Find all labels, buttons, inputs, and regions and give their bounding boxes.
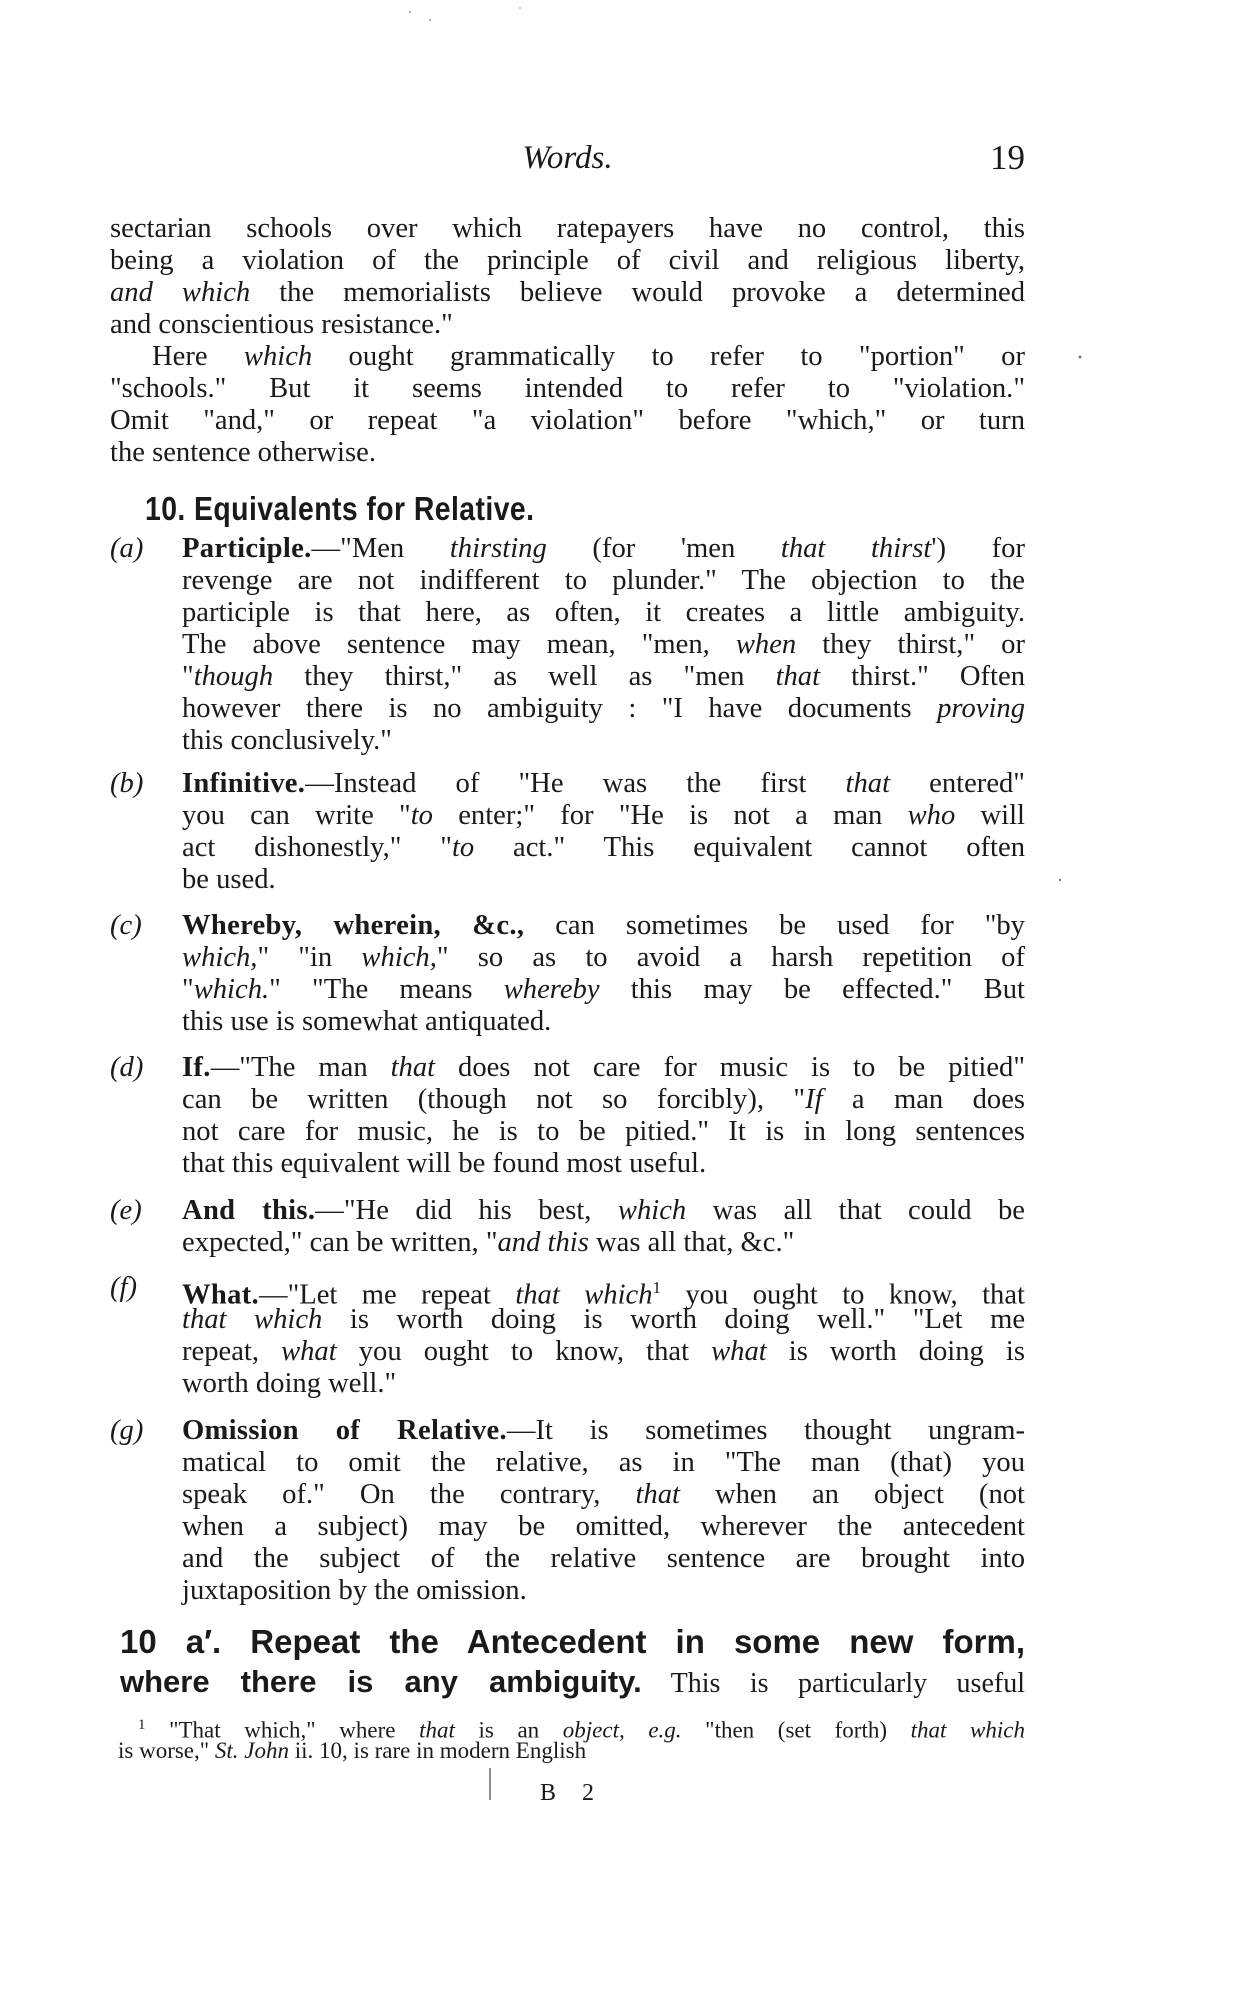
text-line [182, 832, 1025, 864]
text-span: —"He did his best, [315, 1195, 618, 1226]
text-line [182, 1052, 1025, 1084]
section-heading-cont: where there is any ambiguity. [120, 1664, 642, 1699]
text-span: you ought to know, that [661, 1279, 1025, 1311]
item-marker: (g) [110, 1415, 144, 1446]
text-line: this use is somewhat antiquated. [182, 1006, 552, 1037]
item-marker: (a) [110, 533, 144, 564]
text-line [182, 800, 1025, 832]
item-body [182, 533, 1025, 757]
page-number: 19 [990, 138, 1025, 177]
footnote-marker: 1 [138, 1717, 146, 1733]
text-span: can be written (though not so forcibly), " [182, 1084, 806, 1115]
item-label: If. [182, 1052, 211, 1083]
text-span: is worse," [118, 1738, 215, 1763]
italic-span: object, e.g. [562, 1717, 682, 1743]
text-span: was all that could be [686, 1195, 1025, 1226]
text-span: "then (set forth) [681, 1717, 911, 1743]
italic-span: and which [110, 277, 251, 308]
italic-span: that which [910, 1717, 1025, 1743]
text-line [182, 942, 1025, 974]
item-marker: (f) [110, 1272, 137, 1303]
item-body [182, 910, 1025, 1038]
text-span: expected," can be written, " [182, 1227, 498, 1258]
text-line: sectarian schools over which ratepayers have no control, this [110, 213, 1025, 244]
text-line: be used. [182, 864, 276, 895]
text-span: they thirst," or [796, 629, 1025, 660]
text-line: and the subject of the relative sentence are brought into [182, 1543, 1025, 1574]
text-line [182, 768, 1025, 800]
text-line: this conclusively." [182, 725, 392, 756]
italic-span: that [390, 1052, 436, 1083]
item-label: Whereby, wherein, &c., [182, 910, 525, 941]
item-label: And this. [182, 1195, 316, 1226]
italic-span: which, [182, 942, 258, 973]
text-span: is worth doing is [766, 1336, 1025, 1367]
text-span: —"Let me repeat [258, 1279, 516, 1311]
text-line [182, 661, 1025, 693]
commentary-paragraph [110, 341, 1025, 469]
item-body [182, 768, 1025, 896]
text-span: " so as to avoid a harsh repetition of [436, 942, 1025, 973]
text-span: will [955, 800, 1025, 831]
text-line: when a subject) may be omitted, wherever the antecedent [182, 1511, 1025, 1542]
italic-span: that [419, 1717, 455, 1743]
text-line: that this equivalent will be found most useful. [182, 1148, 707, 1179]
text-line: the sentence otherwise. [110, 437, 376, 468]
text-line [182, 1479, 1025, 1511]
text-line: being a violation of the principle of civil and religious liberty, [110, 245, 1025, 276]
text-span: ought grammatically to refer to "portion" or [312, 341, 1025, 372]
text-span: ii. 10, is rare in modern English [289, 1738, 587, 1763]
text-span: (for 'men [546, 533, 781, 564]
text-line [118, 1712, 1025, 1743]
item-body [182, 1052, 1025, 1180]
signature-mark: B 2 [540, 1780, 605, 1806]
text-span: Here [152, 341, 244, 372]
text-line: revenge are not indifferent to plunder." The objection to the [182, 565, 1025, 596]
text-span: enter;" for "He is not a man [432, 800, 908, 831]
section-10a [120, 1622, 1025, 1702]
italic-span: what [281, 1336, 337, 1367]
text-line [182, 1415, 1025, 1447]
running-head [110, 136, 1025, 186]
text-line [182, 1304, 1025, 1336]
text-span: " [182, 974, 194, 1005]
ink-speck [429, 19, 431, 21]
text-span: is an [454, 1717, 563, 1743]
italic-span: thirsting [449, 533, 547, 564]
text-line [110, 277, 1025, 309]
text-span: can sometimes be used for "by [524, 910, 1025, 941]
text-span: entered" [890, 768, 1025, 799]
item-body [182, 1415, 1025, 1607]
italic-span: that thirst [780, 533, 932, 564]
italic-span: that [635, 1479, 680, 1510]
text-span: however there is no ambiguity : "I have documents [182, 693, 938, 724]
text-span: this may be effected." But [599, 974, 1025, 1005]
text-line [182, 693, 1025, 725]
item-body [182, 1272, 1025, 1400]
text-span: —"The man [210, 1052, 391, 1083]
italic-span: that [775, 661, 821, 692]
italic-span: If [805, 1084, 823, 1115]
text-span: The above sentence may mean, "men, [182, 629, 736, 660]
running-head-title: Words. [522, 140, 613, 176]
text-line [182, 1084, 1025, 1116]
italic-span: whereby [503, 974, 600, 1005]
text-line: and conscientious resistance." [110, 309, 453, 340]
item-label: Infinitive. [182, 768, 306, 799]
text-line: juxtaposition by the omission. [182, 1575, 527, 1606]
text-span: speak of." On the contrary, [182, 1479, 636, 1510]
ink-speck [1079, 356, 1082, 359]
text-span: does not care for music is to be pitied" [435, 1052, 1025, 1083]
italic-span: that which [515, 1279, 653, 1311]
text-span: —Instead of "He was the first [305, 768, 846, 799]
italic-span: St. John [214, 1738, 290, 1763]
text-span: "That which," where [145, 1717, 420, 1743]
italic-span: and this [497, 1227, 589, 1258]
text-span: repeat, [182, 1336, 282, 1367]
footnote [118, 1712, 1025, 1764]
text-line: not care for music, he is to be pitied." It is in long sentences [182, 1116, 1025, 1147]
text-line [182, 1227, 1025, 1259]
item-marker: (b) [110, 768, 144, 799]
italic-span: which [617, 1195, 687, 1226]
text-span: " "in [257, 942, 362, 973]
ink-speck [519, 7, 521, 9]
ink-speck [409, 11, 411, 13]
italic-span: that [845, 768, 891, 799]
text-span: is worth doing is worth doing well." "Let me [322, 1304, 1026, 1335]
italic-span: which [243, 341, 313, 372]
item-body [182, 1195, 1025, 1259]
text-span: thirst." Often [820, 661, 1025, 692]
italic-span: to [451, 832, 475, 863]
italic-span: when [735, 629, 797, 660]
section-heading: 10 a′. Repeat the Antecedent in some new form, [120, 1623, 1025, 1660]
text-span: the memorialists believe would provoke a determined [250, 277, 1026, 308]
text-span: they thirst," as well as "men [273, 661, 776, 692]
italic-span: proving [937, 693, 1025, 724]
text-span: ') for [931, 533, 1025, 564]
item-marker: (e) [110, 1195, 142, 1226]
text-line [182, 629, 1025, 661]
item-label: What. [182, 1279, 259, 1311]
text-span: " "The means [269, 974, 504, 1005]
text-line [182, 1195, 1025, 1227]
text-span: act dishonestly," " [182, 832, 452, 863]
text-span: —"Men [311, 533, 450, 564]
text-line: matical to omit the relative, as in "The man (that) you [182, 1447, 1025, 1478]
text-line [182, 1272, 1025, 1311]
text-span: —It is sometimes thought ungram- [506, 1415, 1025, 1446]
text-span: act." This equivalent cannot often [474, 832, 1025, 863]
item-label: Participle. [182, 533, 312, 564]
text-line [182, 974, 1025, 1006]
italic-span: which, [361, 942, 437, 973]
item-marker: (c) [110, 910, 142, 941]
text-line [110, 341, 1025, 373]
text-line [182, 910, 1025, 942]
text-span: a man does [822, 1084, 1026, 1115]
text-line: "schools." But it seems intended to refer to "violation." [110, 373, 1025, 404]
text-span: " [182, 661, 194, 692]
text-line [182, 1336, 1025, 1368]
text-span: when an object (not [679, 1479, 1025, 1510]
footnote-reference[interactable]: 1 [652, 1278, 661, 1297]
section-heading: 10. Equivalents for Relative. [145, 490, 535, 527]
text-line: Omit "and," or repeat "a violation" before "which," or turn [110, 405, 1025, 436]
text-span: you ought to know, that [336, 1336, 712, 1367]
text-span: was all that, &c." [588, 1227, 795, 1258]
italic-span: that which [182, 1304, 323, 1335]
text-span: you can write " [182, 800, 411, 831]
italic-span: which. [193, 974, 270, 1005]
text-line: worth doing well." [182, 1368, 397, 1399]
text-span: This is particularly useful [641, 1668, 1025, 1699]
item-label: Omission of Relative. [182, 1415, 507, 1446]
italic-span: though [193, 661, 274, 692]
text-line [182, 533, 1025, 565]
opening-paragraph [110, 213, 1025, 341]
italic-span: what [711, 1336, 767, 1367]
text-line [120, 1662, 1025, 1702]
ink-speck [1059, 879, 1061, 881]
text-line: participle is that here, as often, it creates a little ambiguity. [182, 597, 1025, 628]
italic-span: to [410, 800, 433, 831]
item-marker: (d) [110, 1052, 144, 1083]
italic-span: who [907, 800, 956, 831]
